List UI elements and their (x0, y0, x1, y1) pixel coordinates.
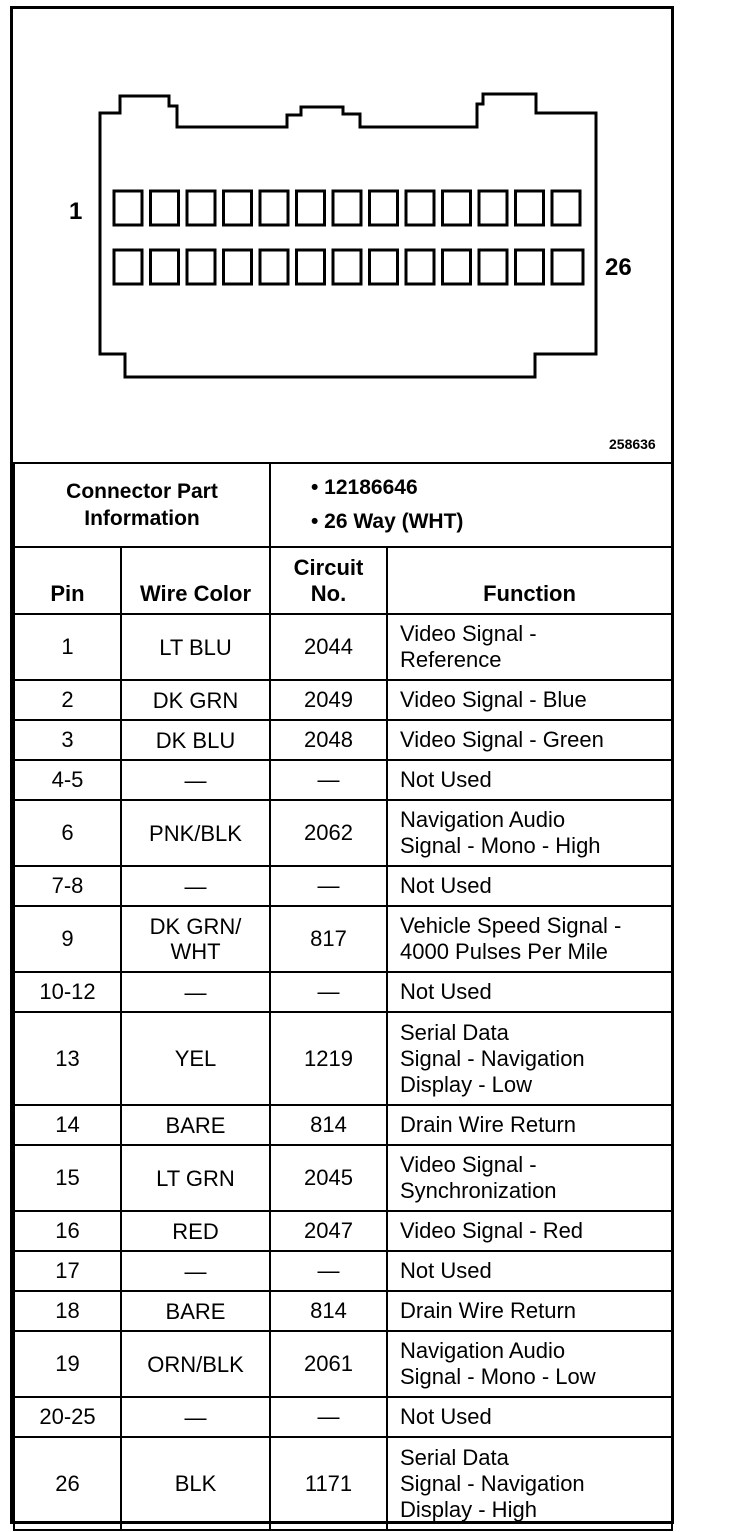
function-line: Signal - Navigation (400, 1470, 585, 1496)
wire-color-header: Wire Color (121, 547, 270, 614)
function-header: Function (387, 547, 672, 614)
function-line: Not Used (400, 767, 492, 792)
circuit-cell: — (270, 972, 387, 1012)
function-cell (387, 760, 672, 800)
pin-cavity (516, 250, 544, 284)
wire-color-line: RED (172, 1218, 219, 1244)
table-row (14, 800, 672, 866)
table-row (14, 972, 672, 1012)
wire-color-cell (121, 1397, 270, 1437)
function-cell (387, 972, 672, 1012)
wire-color-line: DK GRN/ (149, 914, 242, 939)
pin-cell: 26 (14, 1437, 121, 1530)
wire-color-cell (121, 1012, 270, 1105)
wire-color-line: WHT (170, 939, 221, 964)
table-row (14, 1012, 672, 1105)
circuit-cell: — (270, 866, 387, 906)
pin-cell: 15 (14, 1145, 121, 1211)
function-line: Not Used (400, 1258, 492, 1283)
wire-color-cell (121, 1145, 270, 1211)
wire-color-line: LT BLU (159, 634, 232, 660)
wire-color-cell (121, 800, 270, 866)
pin-cell: 16 (14, 1211, 121, 1251)
table-row (14, 906, 672, 972)
connector-way-count: • 26 Way (WHT) (311, 510, 464, 533)
pin-cavity (370, 191, 398, 225)
function-line: Not Used (400, 873, 492, 898)
circuit-cell: 814 (270, 1105, 387, 1145)
function-line: Signal - Mono - Low (400, 1364, 596, 1389)
wire-color-line: — (184, 1404, 207, 1430)
connector-info-label-line: Information (84, 507, 200, 530)
wire-color-line: DK BLU (155, 727, 236, 753)
circuit-cell: 814 (270, 1291, 387, 1331)
circuit-cell: 2047 (270, 1211, 387, 1251)
pin-cell: 17 (14, 1251, 121, 1291)
function-cell (387, 720, 672, 760)
wire-color-line: BARE (165, 1298, 226, 1324)
pin-cavity-grid (114, 191, 583, 284)
wire-color-line: — (184, 873, 207, 899)
function-line: Signal - Mono - High (400, 833, 601, 858)
function-line: Video Signal - (400, 1152, 537, 1177)
pin-cavity (224, 191, 252, 225)
function-cell (387, 1397, 672, 1437)
circuit-cell: 817 (270, 906, 387, 972)
table-row (14, 760, 672, 800)
function-cell (387, 680, 672, 720)
pin-cavity (552, 250, 583, 284)
pin-cell: 7-8 (14, 866, 121, 906)
connector-housing-outline (100, 94, 596, 377)
function-cell (387, 1251, 672, 1291)
function-line: Video Signal - Green (400, 727, 604, 752)
wire-color-line: PNK/BLK (149, 820, 242, 846)
function-line: Display - High (400, 1496, 537, 1522)
table-row (14, 1291, 672, 1331)
pin-cavity (114, 250, 142, 284)
wire-color-cell (121, 1211, 270, 1251)
function-line: Drain Wire Return (400, 1298, 577, 1323)
pin-cavity (187, 191, 215, 225)
function-line: Navigation Audio (400, 1338, 566, 1363)
circuit-header (270, 547, 387, 614)
wire-color-cell (121, 1331, 270, 1397)
pin-cavity (443, 191, 471, 225)
header-row (14, 547, 672, 614)
function-cell (387, 866, 672, 906)
pin-cell: 20-25 (14, 1397, 121, 1437)
circuit-cell: 1171 (270, 1437, 387, 1530)
table-row (14, 1145, 672, 1211)
function-line: Reference (400, 647, 502, 672)
pin-cell: 6 (14, 800, 121, 866)
pin-cell: 18 (14, 1291, 121, 1331)
pin-1-label: 1 (69, 198, 83, 225)
function-cell (387, 1331, 672, 1397)
connector-pin-table (13, 462, 673, 1531)
pin-cavity (516, 191, 544, 225)
connector-diagram (13, 9, 671, 462)
function-cell (387, 800, 672, 866)
wire-color-cell (121, 1291, 270, 1331)
table-row (14, 1437, 672, 1530)
circuit-cell: 2062 (270, 800, 387, 866)
pin-cavity (406, 250, 434, 284)
circuit-cell: — (270, 1397, 387, 1437)
connector-info-label-line: Connector Part (66, 480, 218, 503)
function-line: Drain Wire Return (400, 1112, 577, 1137)
pin-header: Pin (14, 547, 121, 614)
pin-cavity (297, 250, 325, 284)
pin-cell: 13 (14, 1012, 121, 1105)
circuit-cell: 2061 (270, 1331, 387, 1397)
table-row (14, 614, 672, 680)
wire-color-line: BLK (174, 1471, 217, 1496)
function-line: Vehicle Speed Signal - (400, 913, 622, 938)
pin-cell: 2 (14, 680, 121, 720)
pin-cavity (224, 250, 252, 284)
function-line: Navigation Audio (400, 807, 566, 832)
wire-color-line: YEL (174, 1046, 217, 1071)
pin-cell: 9 (14, 906, 121, 972)
pin-cavity (479, 250, 507, 284)
function-cell (387, 1145, 672, 1211)
wire-color-cell (121, 614, 270, 680)
connector-outline-drawing (13, 9, 671, 462)
circuit-cell: 1219 (270, 1012, 387, 1105)
pin-cell: 4-5 (14, 760, 121, 800)
table-row (14, 1397, 672, 1437)
table-row (14, 720, 672, 760)
function-line: Serial Data (400, 1444, 509, 1470)
pin-cavity (151, 191, 179, 225)
table-row (14, 1211, 672, 1251)
circuit-cell: 2049 (270, 680, 387, 720)
function-cell (387, 1105, 672, 1145)
circuit-cell: — (270, 1251, 387, 1291)
function-line: Not Used (400, 979, 492, 1004)
function-line: Display - Low (400, 1071, 533, 1097)
pin-cavity (187, 250, 215, 284)
function-line: Synchronization (400, 1178, 557, 1203)
wire-color-cell (121, 972, 270, 1012)
pin-cavity (260, 191, 288, 225)
wire-color-cell (121, 720, 270, 760)
pin-cavity (443, 250, 471, 284)
function-line: Video Signal - Blue (400, 687, 587, 712)
wire-color-line: BARE (165, 1112, 226, 1138)
pin-cavity (552, 191, 580, 225)
function-cell (387, 1291, 672, 1331)
wire-color-cell (121, 1105, 270, 1145)
table-row (14, 1251, 672, 1291)
function-line: Serial Data (400, 1019, 509, 1045)
wire-color-cell (121, 1437, 270, 1530)
wire-color-cell (121, 1251, 270, 1291)
pin-cavity (406, 191, 434, 225)
function-cell (387, 1211, 672, 1251)
connector-info-values (270, 463, 672, 547)
pin-cavity (260, 250, 288, 284)
wire-color-line: LT GRN (156, 1165, 235, 1191)
function-cell (387, 1437, 672, 1530)
table-row (14, 680, 672, 720)
circuit-header-line: Circuit (293, 555, 364, 580)
pin-26-label: 26 (605, 254, 632, 281)
pin-cavity (333, 250, 361, 284)
pin-cavity (479, 191, 507, 225)
wire-color-cell (121, 680, 270, 720)
pin-cell: 10-12 (14, 972, 121, 1012)
pin-cell: 14 (14, 1105, 121, 1145)
wire-color-line: — (184, 1258, 207, 1284)
wire-color-line: — (184, 767, 207, 793)
function-line: Signal - Navigation (400, 1045, 585, 1071)
pin-cavity (151, 250, 179, 284)
table-row (14, 1105, 672, 1145)
function-line: 4000 Pulses Per Mile (400, 939, 608, 964)
wire-color-cell (121, 866, 270, 906)
circuit-header-line: No. (310, 581, 347, 606)
connector-info-row (14, 463, 672, 547)
pin-cell: 19 (14, 1331, 121, 1397)
circuit-cell: 2044 (270, 614, 387, 680)
circuit-cell: — (270, 760, 387, 800)
pin-cell: 3 (14, 720, 121, 760)
wire-color-line: — (184, 979, 207, 1005)
wire-color-line: ORN/BLK (147, 1351, 244, 1377)
pin-cavity (297, 191, 325, 225)
connector-sheet (10, 6, 674, 1524)
wire-color-cell (121, 906, 270, 972)
function-line: Video Signal - Red (400, 1218, 584, 1243)
table-row (14, 1331, 672, 1397)
function-line: Not Used (400, 1404, 492, 1429)
pin-cavity (114, 191, 142, 225)
figure-number: 258636 (609, 436, 656, 452)
function-line: Video Signal - (400, 621, 537, 646)
wire-color-cell (121, 760, 270, 800)
connector-part-number: • 12186646 (311, 476, 418, 499)
table-row (14, 866, 672, 906)
function-cell (387, 614, 672, 680)
function-cell (387, 906, 672, 972)
pin-cavity (370, 250, 398, 284)
pin-cell: 1 (14, 614, 121, 680)
function-cell (387, 1012, 672, 1105)
circuit-cell: 2048 (270, 720, 387, 760)
connector-info-label (14, 463, 270, 547)
pin-cavity (333, 191, 361, 225)
circuit-cell: 2045 (270, 1145, 387, 1211)
wire-color-line: DK GRN (152, 687, 239, 713)
